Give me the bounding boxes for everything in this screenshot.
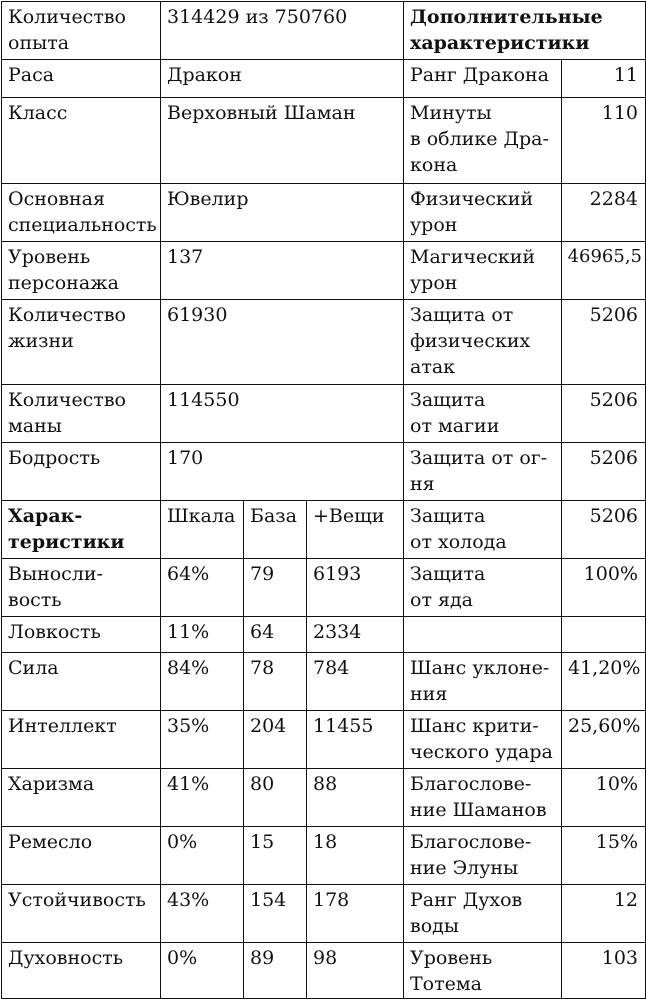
stat-name: Устойчивость (2, 885, 161, 943)
table-row (2, 769, 646, 827)
race-value: Дракон (161, 60, 404, 98)
stat-scale: 84% (161, 653, 244, 711)
vigor-value: 170 (161, 443, 404, 501)
extra-label: Благослове- ние Шаманов (404, 769, 562, 827)
extra-label: Шанс уклоне- ния (404, 653, 562, 711)
table-row (2, 827, 646, 885)
stat-base: 79 (244, 559, 307, 617)
table-row (2, 60, 646, 98)
stat-base: 64 (244, 617, 307, 653)
stat-base: 15 (244, 827, 307, 885)
extra-value: 5206 (562, 443, 646, 501)
table-row (2, 943, 646, 999)
extra-value: 110 (562, 98, 646, 184)
table-row (2, 559, 646, 617)
stat-name: Ловкость (2, 617, 161, 653)
table-row (2, 617, 646, 653)
vigor-label: Бодрость (2, 443, 161, 501)
extra-header: Дополнительные характеристики (404, 2, 646, 60)
extra-value: 46965,5 (562, 242, 646, 300)
stat-scale: 11% (161, 617, 244, 653)
class-value: Верховный Шаман (161, 98, 404, 184)
extra-label: Минуты в облике Дра- кона (404, 98, 562, 184)
stat-items: 178 (307, 885, 404, 943)
table-row (2, 443, 646, 501)
base-header: База (244, 501, 307, 559)
extra-value: 100% (562, 559, 646, 617)
stat-base: 89 (244, 943, 307, 999)
experience-value: 314429 из 750760 (161, 2, 404, 60)
stat-base: 204 (244, 711, 307, 769)
table-row (2, 385, 646, 443)
table-row (2, 98, 646, 184)
extra-value: 5206 (562, 385, 646, 443)
extra-value: 5206 (562, 501, 646, 559)
extra-value: 103 (562, 943, 646, 999)
level-value: 137 (161, 242, 404, 300)
extra-label: Защита от ог- ня (404, 443, 562, 501)
extra-label: Защита от магии (404, 385, 562, 443)
table-row (2, 2, 646, 60)
stat-items: 2334 (307, 617, 404, 653)
stat-items: 98 (307, 943, 404, 999)
stat-items: 18 (307, 827, 404, 885)
stats-header-row (2, 501, 646, 559)
stat-base: 80 (244, 769, 307, 827)
extra-label: Физический урон (404, 184, 562, 242)
race-label: Раса (2, 60, 161, 98)
extra-label: Ранг Дракона (404, 60, 562, 98)
scale-header: Шкала (161, 501, 244, 559)
extra-label: Шанс крити- ческого удара (404, 711, 562, 769)
experience-label: Количество опыта (2, 2, 161, 60)
table-row (2, 242, 646, 300)
extra-label: Защита от яда (404, 559, 562, 617)
specialty-label: Основная специальность (2, 184, 161, 242)
mana-label: Количество маны (2, 385, 161, 443)
table-row (2, 711, 646, 769)
table-row (2, 184, 646, 242)
stat-scale: 0% (161, 943, 244, 999)
stat-name: Сила (2, 653, 161, 711)
extra-label: Ранг Духов воды (404, 885, 562, 943)
extra-value: 15% (562, 827, 646, 885)
extra-label: Уровень Тотема (404, 943, 562, 999)
extra-value: 25,60% (562, 711, 646, 769)
table-row (2, 300, 646, 385)
level-label: Уровень персонажа (2, 242, 161, 300)
extra-value: 10% (562, 769, 646, 827)
extra-label: Магический урон (404, 242, 562, 300)
mana-value: 114550 (161, 385, 404, 443)
extra-value: 12 (562, 885, 646, 943)
extra-value: 2284 (562, 184, 646, 242)
stat-name: Ремесло (2, 827, 161, 885)
extra-label: Защита от физических атак (404, 300, 562, 385)
stat-items: 6193 (307, 559, 404, 617)
stat-items: 784 (307, 653, 404, 711)
stat-base: 154 (244, 885, 307, 943)
stat-scale: 41% (161, 769, 244, 827)
stat-items: 11455 (307, 711, 404, 769)
stats-title: Харак- теристики (2, 501, 161, 559)
stat-scale: 43% (161, 885, 244, 943)
stat-scale: 64% (161, 559, 244, 617)
stat-base: 78 (244, 653, 307, 711)
stat-name: Харизма (2, 769, 161, 827)
table-row (2, 885, 646, 943)
stat-name: Духовность (2, 943, 161, 999)
table-row (2, 653, 646, 711)
stat-scale: 0% (161, 827, 244, 885)
specialty-value: Ювелир (161, 184, 404, 242)
stat-items: 88 (307, 769, 404, 827)
extra-value: 41,20% (562, 653, 646, 711)
extra-value (562, 617, 646, 653)
items-header: +Вещи (307, 501, 404, 559)
extra-label: Защита от холода (404, 501, 562, 559)
health-label: Количество жизни (2, 300, 161, 385)
extra-value: 5206 (562, 300, 646, 385)
health-value: 61930 (161, 300, 404, 385)
extra-value: 11 (562, 60, 646, 98)
extra-label: Благослове- ние Элуны (404, 827, 562, 885)
stat-scale: 35% (161, 711, 244, 769)
stat-name: Интеллект (2, 711, 161, 769)
stat-name: Выносли- вость (2, 559, 161, 617)
extra-label (404, 617, 562, 653)
class-label: Класс (2, 98, 161, 184)
character-stats-table (1, 1, 646, 999)
